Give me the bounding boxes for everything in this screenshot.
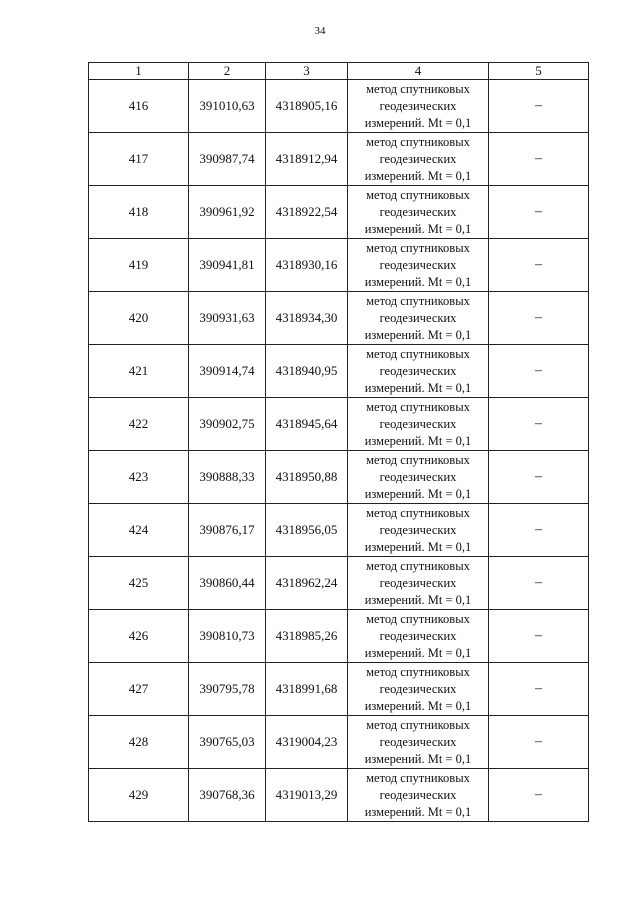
note-cell: – [489, 80, 589, 133]
y-coordinate-cell: 4318950,88 [266, 451, 348, 504]
y-coordinate-cell: 4318934,30 [266, 292, 348, 345]
table-row [89, 398, 589, 451]
header-col-1: 1 [89, 63, 189, 80]
method-line: измерений. Mt = 0,1 [364, 115, 472, 130]
table-row [89, 133, 589, 186]
y-coordinate-cell: 4318922,54 [266, 186, 348, 239]
method-line: геодезических [379, 575, 457, 590]
point-number-cell: 425 [89, 557, 189, 610]
method-cell [348, 610, 489, 663]
x-coordinate-cell: 390860,44 [189, 557, 266, 610]
x-coordinate-cell: 390987,74 [189, 133, 266, 186]
method-cell [348, 133, 489, 186]
x-coordinate-cell: 390810,73 [189, 610, 266, 663]
header-col-4: 4 [348, 63, 489, 80]
method-line: измерений. Mt = 0,1 [364, 221, 472, 236]
method-line: метод спутниковых [366, 452, 470, 467]
point-number-cell: 424 [89, 504, 189, 557]
note-cell: – [489, 663, 589, 716]
y-coordinate-cell: 4318985,26 [266, 610, 348, 663]
method-line: геодезических [379, 310, 457, 325]
point-number-cell: 419 [89, 239, 189, 292]
method-line: измерений. Mt = 0,1 [364, 380, 472, 395]
point-number-cell: 429 [89, 769, 189, 822]
y-coordinate-cell: 4319004,23 [266, 716, 348, 769]
header-col-5: 5 [489, 63, 589, 80]
method-cell [348, 769, 489, 822]
method-line: метод спутниковых [366, 770, 470, 785]
y-coordinate-cell: 4318912,94 [266, 133, 348, 186]
point-number-cell: 417 [89, 133, 189, 186]
method-line: геодезических [379, 787, 457, 802]
note-cell: – [489, 292, 589, 345]
method-line: метод спутниковых [366, 717, 470, 732]
method-line: измерений. Mt = 0,1 [364, 486, 472, 501]
note-cell: – [489, 451, 589, 504]
table-row [89, 504, 589, 557]
method-line: метод спутниковых [366, 611, 470, 626]
method-line: геодезических [379, 416, 457, 431]
method-line: метод спутниковых [366, 346, 470, 361]
method-cell [348, 186, 489, 239]
method-line: измерений. Mt = 0,1 [364, 592, 472, 607]
method-line: измерений. Mt = 0,1 [364, 539, 472, 554]
table-row [89, 557, 589, 610]
note-cell: – [489, 610, 589, 663]
x-coordinate-cell: 391010,63 [189, 80, 266, 133]
method-line: метод спутниковых [366, 399, 470, 414]
y-coordinate-cell: 4318962,24 [266, 557, 348, 610]
note-cell: – [489, 557, 589, 610]
point-number-cell: 423 [89, 451, 189, 504]
point-number-cell: 428 [89, 716, 189, 769]
point-number-cell: 420 [89, 292, 189, 345]
method-cell [348, 557, 489, 610]
method-line: геодезических [379, 734, 457, 749]
table-row [89, 239, 589, 292]
page-number: 34 [314, 25, 326, 37]
x-coordinate-cell: 390902,75 [189, 398, 266, 451]
method-line: измерений. Mt = 0,1 [364, 751, 472, 766]
method-cell [348, 80, 489, 133]
point-number-cell: 421 [89, 345, 189, 398]
method-line: метод спутниковых [366, 664, 470, 679]
method-line: геодезических [379, 681, 457, 696]
point-number-cell: 418 [89, 186, 189, 239]
method-line: измерений. Mt = 0,1 [364, 168, 472, 183]
method-line: геодезических [379, 98, 457, 113]
x-coordinate-cell: 390765,03 [189, 716, 266, 769]
method-cell [348, 398, 489, 451]
method-cell [348, 239, 489, 292]
y-coordinate-cell: 4318940,95 [266, 345, 348, 398]
method-line: измерений. Mt = 0,1 [364, 645, 472, 660]
y-coordinate-cell: 4318930,16 [266, 239, 348, 292]
x-coordinate-cell: 390795,78 [189, 663, 266, 716]
method-line: измерений. Mt = 0,1 [364, 433, 472, 448]
x-coordinate-cell: 390888,33 [189, 451, 266, 504]
y-coordinate-cell: 4318956,05 [266, 504, 348, 557]
y-coordinate-cell: 4318945,64 [266, 398, 348, 451]
method-line: метод спутниковых [366, 293, 470, 308]
note-cell: – [489, 239, 589, 292]
note-cell: – [489, 504, 589, 557]
point-number-cell: 427 [89, 663, 189, 716]
note-cell: – [489, 398, 589, 451]
table-row [89, 186, 589, 239]
note-cell: – [489, 716, 589, 769]
method-line: геодезических [379, 522, 457, 537]
method-cell [348, 504, 489, 557]
point-number-cell: 426 [89, 610, 189, 663]
method-line: метод спутниковых [366, 505, 470, 520]
method-line: измерений. Mt = 0,1 [364, 804, 472, 819]
method-cell [348, 451, 489, 504]
table-row [89, 345, 589, 398]
method-line: геодезических [379, 204, 457, 219]
x-coordinate-cell: 390941,81 [189, 239, 266, 292]
table-row [89, 716, 589, 769]
method-cell [348, 716, 489, 769]
table-row [89, 610, 589, 663]
header-row [89, 63, 589, 80]
table-row [89, 663, 589, 716]
point-number-cell: 422 [89, 398, 189, 451]
table-row [89, 451, 589, 504]
method-line: метод спутниковых [366, 134, 470, 149]
x-coordinate-cell: 390931,63 [189, 292, 266, 345]
x-coordinate-cell: 390914,74 [189, 345, 266, 398]
method-line: геодезических [379, 363, 457, 378]
note-cell: – [489, 769, 589, 822]
method-cell [348, 663, 489, 716]
y-coordinate-cell: 4318991,68 [266, 663, 348, 716]
method-line: геодезических [379, 151, 457, 166]
table-row [89, 292, 589, 345]
header-col-3: 3 [266, 63, 348, 80]
table-row [89, 80, 589, 133]
coordinates-table [88, 62, 589, 822]
y-coordinate-cell: 4319013,29 [266, 769, 348, 822]
x-coordinate-cell: 390876,17 [189, 504, 266, 557]
point-number-cell: 416 [89, 80, 189, 133]
method-cell [348, 292, 489, 345]
x-coordinate-cell: 390961,92 [189, 186, 266, 239]
method-line: метод спутниковых [366, 81, 470, 96]
y-coordinate-cell: 4318905,16 [266, 80, 348, 133]
method-line: геодезических [379, 628, 457, 643]
table-body [89, 80, 589, 822]
method-line: измерений. Mt = 0,1 [364, 698, 472, 713]
note-cell: – [489, 186, 589, 239]
method-line: измерений. Mt = 0,1 [364, 274, 472, 289]
method-line: измерений. Mt = 0,1 [364, 327, 472, 342]
method-line: метод спутниковых [366, 187, 470, 202]
method-line: геодезических [379, 257, 457, 272]
method-line: метод спутниковых [366, 240, 470, 255]
method-line: метод спутниковых [366, 558, 470, 573]
note-cell: – [489, 133, 589, 186]
table-header [89, 63, 589, 80]
table-row [89, 769, 589, 822]
method-line: геодезических [379, 469, 457, 484]
x-coordinate-cell: 390768,36 [189, 769, 266, 822]
method-cell [348, 345, 489, 398]
header-col-2: 2 [189, 63, 266, 80]
note-cell: – [489, 345, 589, 398]
